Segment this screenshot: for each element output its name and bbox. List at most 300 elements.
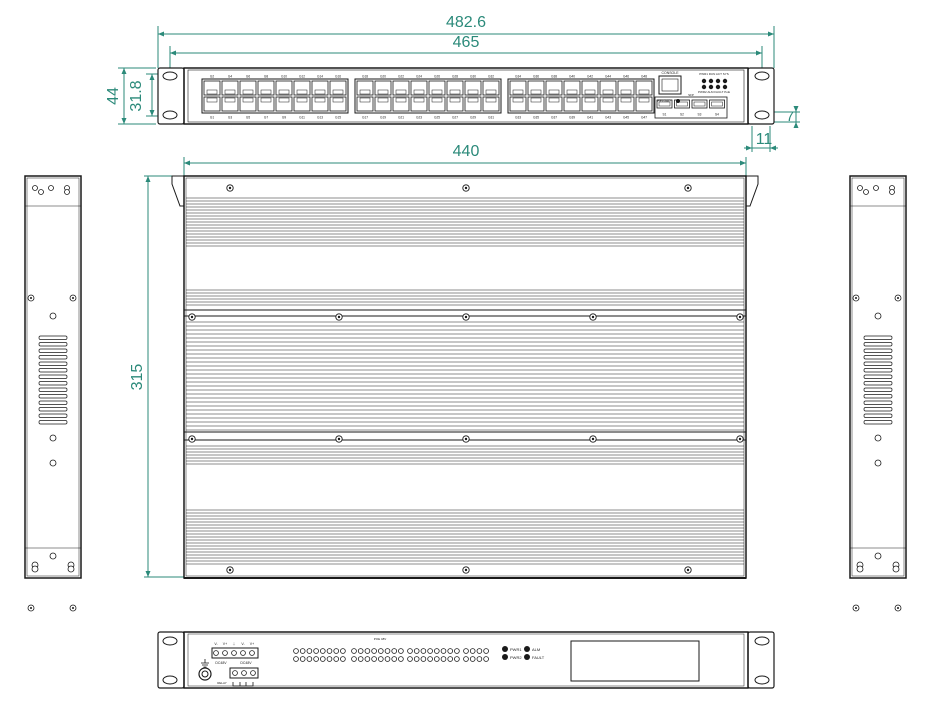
rear-view <box>158 632 774 688</box>
rj45-port <box>258 81 274 95</box>
rj45-port <box>411 97 427 111</box>
rj45-port <box>636 97 652 111</box>
rj45-port <box>222 97 238 111</box>
rj45-port-latch <box>585 98 595 102</box>
rj45-port <box>357 81 373 95</box>
rj45-port <box>294 81 310 95</box>
rj45-port-latch <box>486 98 496 102</box>
port-label-top: G48 <box>640 74 648 79</box>
rear-led <box>524 654 530 660</box>
side-vent-slot <box>39 401 67 405</box>
screw-head <box>465 187 467 189</box>
side-screw-head <box>897 297 899 299</box>
side-vent-slot <box>39 336 67 340</box>
status-led <box>702 85 706 89</box>
mounting-hole <box>755 111 769 119</box>
rear-indicator <box>470 649 475 654</box>
side-screw <box>893 566 899 572</box>
rear-indicator <box>414 657 419 662</box>
rear-indicator <box>385 649 390 654</box>
terminal-label: ⏚ <box>232 642 236 646</box>
screw-head <box>191 438 193 440</box>
terminal-screw <box>241 651 246 656</box>
rear-blank-panel <box>571 641 699 681</box>
dimension-arrowhead <box>746 146 752 151</box>
rj45-port <box>528 81 544 95</box>
rj45-port-latch <box>639 98 649 102</box>
rear-terminal-labels <box>214 641 254 646</box>
rear-indicator <box>341 649 346 654</box>
rear-indicator <box>421 657 426 662</box>
rear-indicator <box>358 649 363 654</box>
rear-indicator <box>365 649 370 654</box>
rj45-port <box>312 81 328 95</box>
port-label-bottom: G33 <box>514 115 522 120</box>
rj45-port-latch <box>468 98 478 102</box>
rj45-port <box>528 97 544 111</box>
rj45-port <box>357 97 373 111</box>
side-vent-slot <box>39 343 67 347</box>
rj45-port-latch <box>603 98 613 102</box>
rear-indicator <box>378 657 383 662</box>
port-label-bottom: G35 <box>532 115 540 120</box>
rj45-port <box>618 81 634 95</box>
rj45-port-latch <box>315 98 325 102</box>
rj45-port <box>618 97 634 111</box>
dimension-arrowhead <box>756 51 762 56</box>
rj45-port-latch <box>225 98 235 102</box>
rear-indicator <box>477 657 482 662</box>
rj45-port-latch <box>432 98 442 102</box>
rj45-port-latch <box>207 90 217 94</box>
terminal-screw <box>223 651 228 656</box>
rj45-port <box>582 81 598 95</box>
rear-indicator <box>372 657 377 662</box>
rear-indicator <box>414 649 419 654</box>
side-screw <box>858 186 863 191</box>
port-label-top: G46 <box>622 74 630 79</box>
sfp-port-label: S3 <box>697 112 702 117</box>
port-label-bottom: G23 <box>415 115 423 120</box>
port-label-bottom: G41 <box>586 115 594 120</box>
rear-indicator <box>448 657 453 662</box>
port-label-bottom: G9 <box>281 115 287 120</box>
side-screw <box>50 313 56 319</box>
rj45-port <box>411 81 427 95</box>
rear-led <box>502 646 508 652</box>
side-vent-slot <box>864 369 892 373</box>
rear-led-label-3: ALM <box>532 647 541 652</box>
dim-depth: 315 <box>129 363 146 391</box>
rear-indicator <box>320 649 325 654</box>
rj45-port <box>330 81 346 95</box>
port-label-bottom: G15 <box>334 115 342 120</box>
mounting-hole <box>755 637 769 645</box>
rear-indicator <box>399 649 404 654</box>
sfp-slot <box>712 102 723 106</box>
sfp-port-label: S2 <box>680 112 684 117</box>
mounting-hole <box>755 72 769 80</box>
dimension-arrowhead <box>158 32 164 37</box>
status-led <box>723 79 727 83</box>
rear-indicator <box>327 657 332 662</box>
rear-indicator <box>392 657 397 662</box>
side-vent-slot <box>39 349 67 353</box>
rj45-port-latch <box>603 90 613 94</box>
status-led-array <box>702 79 727 89</box>
dimension-arrowhead <box>794 106 799 112</box>
rear-indicator <box>434 657 439 662</box>
rear-indicator <box>307 657 312 662</box>
dimension-arrowhead <box>794 122 799 128</box>
rear-power-label-1: DC48V <box>215 661 227 665</box>
side-screw <box>50 435 56 441</box>
rj45-port <box>294 97 310 111</box>
sfp-group-label: SFP <box>688 93 694 97</box>
dim-ear-thickness: 7 <box>786 108 794 124</box>
rear-indicator <box>327 649 332 654</box>
rj45-port <box>204 97 220 111</box>
terminal-label: V+ <box>249 642 255 646</box>
screw-head <box>465 438 467 440</box>
side-screw <box>874 186 879 191</box>
rj45-port-latch <box>261 90 271 94</box>
terminal-screw <box>214 651 219 656</box>
rear-indicator <box>399 657 404 662</box>
side-screw-head <box>72 297 74 299</box>
rj45-port-latch <box>279 90 289 94</box>
rear-indicator <box>341 657 346 662</box>
rj45-port <box>429 97 445 111</box>
side-screw <box>864 190 869 195</box>
rear-indicator <box>372 649 377 654</box>
rear-indicator <box>300 657 305 662</box>
port-label-bottom: G39 <box>568 115 576 120</box>
rj45-port-latch <box>531 98 541 102</box>
screw-head <box>229 187 231 189</box>
side-vent-slot <box>864 408 892 412</box>
rj45-port-latch <box>414 90 424 94</box>
rj45-port-latch <box>243 90 253 94</box>
terminal-screw <box>232 651 237 656</box>
rj45-port <box>222 81 238 95</box>
port-label-bottom: G27 <box>451 115 459 120</box>
rj45-port <box>546 81 562 95</box>
port-label-top: G30 <box>469 74 477 79</box>
rear-led <box>524 646 530 652</box>
rj45-port-latch <box>450 98 460 102</box>
port-label-bottom: G13 <box>316 115 324 120</box>
rear-indicator <box>484 657 489 662</box>
rj45-port-latch <box>396 98 406 102</box>
rj45-port <box>465 97 481 111</box>
port-label-top: G22 <box>397 74 405 79</box>
rj45-port <box>465 81 481 95</box>
rj45-port <box>510 97 526 111</box>
rear-relay-label: RELAY <box>217 681 227 685</box>
terminal-screw <box>233 671 238 676</box>
rear-indicator <box>441 657 446 662</box>
side-screw <box>65 190 70 195</box>
screw-head <box>739 316 741 318</box>
rj45-port <box>240 97 256 111</box>
side-screw <box>890 190 895 195</box>
rj45-port-latch <box>567 90 577 94</box>
port-label-bottom: G29 <box>469 115 477 120</box>
top-view <box>172 176 758 578</box>
rear-indicator <box>421 649 426 654</box>
rj45-port-latch <box>585 90 595 94</box>
side-vent-slot <box>864 362 892 366</box>
terminal-screw <box>250 651 255 656</box>
port-label-top: G20 <box>379 74 387 79</box>
left-side-view <box>25 176 81 578</box>
status-led <box>709 85 713 89</box>
side-vent-slot <box>864 375 892 379</box>
side-vent-slot <box>39 356 67 360</box>
rear-indicator <box>441 649 446 654</box>
terminal-screw <box>251 671 256 676</box>
status-led <box>702 79 706 83</box>
rj45-port <box>258 97 274 111</box>
side-vent-slot <box>864 382 892 386</box>
rear-indicator <box>294 649 299 654</box>
rear-led-label-4: FAULT <box>532 655 545 660</box>
rj45-port-latch <box>549 90 559 94</box>
port-label-top: G26 <box>433 74 441 79</box>
rear-indicator <box>464 649 469 654</box>
dimension-arrowhead <box>740 161 746 166</box>
reload-label: RELOAD <box>657 99 671 103</box>
mounting-hole <box>163 637 177 645</box>
sfp-slot <box>694 102 705 106</box>
mounting-hole <box>163 72 177 80</box>
rj45-port <box>600 97 616 111</box>
rear-indicator <box>365 657 370 662</box>
rear-indicator <box>408 649 413 654</box>
rj45-port <box>393 97 409 111</box>
rj45-port-latch <box>261 98 271 102</box>
dimension-arrowhead <box>122 118 127 124</box>
side-screw <box>50 460 56 466</box>
side-vent-slot <box>39 408 67 412</box>
side-vent-slot <box>39 375 67 379</box>
rj45-port-latch <box>639 90 649 94</box>
rj45-port <box>564 81 580 95</box>
port-label-top: G14 <box>316 74 324 79</box>
side-screw <box>68 566 74 572</box>
rear-indicator <box>314 657 319 662</box>
port-label-bottom: G45 <box>622 115 630 120</box>
screw-head <box>338 438 340 440</box>
port-label-bottom: G19 <box>379 115 387 120</box>
rj45-port-latch <box>414 98 424 102</box>
rj45-port <box>447 97 463 111</box>
side-vent-slot <box>864 421 892 425</box>
side-screw <box>33 186 38 191</box>
side-screw <box>32 566 38 572</box>
dim-overall-width: 482.6 <box>445 14 487 31</box>
port-label-top: G32 <box>487 74 495 79</box>
rear-indicator <box>470 657 475 662</box>
status-led <box>709 79 713 83</box>
port-label-top: G36 <box>532 74 540 79</box>
status-led <box>716 85 720 89</box>
rear-indicator <box>428 649 433 654</box>
rj45-port-latch <box>513 98 523 102</box>
screw-head <box>191 316 193 318</box>
rear-indicator <box>484 649 489 654</box>
side-screw <box>875 460 881 466</box>
port-label-top: G8 <box>263 74 269 79</box>
rear-indicator <box>448 649 453 654</box>
rj45-port-latch <box>207 98 217 102</box>
rear-led-label-2: PWR2 <box>510 655 522 660</box>
ground-icon <box>201 659 209 667</box>
rj45-port <box>483 81 499 95</box>
side-vent-slot <box>39 362 67 366</box>
rj45-port-array <box>204 81 652 111</box>
dimension-arrowhead <box>146 571 151 577</box>
dimension-arrowhead <box>150 74 155 80</box>
dimension-arrowhead <box>184 161 190 166</box>
side-screw <box>875 435 881 441</box>
port-label-bottom: G1 <box>209 115 215 120</box>
terminal-label: V- <box>214 642 218 646</box>
rear-indicator <box>385 657 390 662</box>
side-vent-slot <box>864 343 892 347</box>
rear-indicator <box>352 657 357 662</box>
rj45-port-latch <box>486 90 496 94</box>
screw-head <box>465 569 467 571</box>
screw-head <box>687 187 689 189</box>
port-label-top: G34 <box>514 74 522 79</box>
side-screw-head <box>30 297 32 299</box>
port-label-top: G12 <box>298 74 306 79</box>
side-vent-slot <box>39 395 67 399</box>
mounting-hole <box>755 676 769 684</box>
side-screw <box>49 186 54 191</box>
rj45-port <box>204 81 220 95</box>
side-vent-slot <box>39 414 67 418</box>
side-vent-slot <box>864 401 892 405</box>
rj45-port-latch <box>243 98 253 102</box>
port-label-bottom: G25 <box>433 115 441 120</box>
rj45-port <box>330 97 346 111</box>
rj45-port-latch <box>360 98 370 102</box>
rj45-port <box>600 81 616 95</box>
side-screw-head <box>855 607 857 609</box>
dim-body-height: 31.8 <box>128 80 145 112</box>
port-label-bottom: G7 <box>263 115 269 120</box>
terminal-label: V+ <box>222 642 228 646</box>
port-label-top: G28 <box>451 74 459 79</box>
rear-indicator <box>392 649 397 654</box>
rj45-port <box>240 81 256 95</box>
rear-indicator <box>378 649 383 654</box>
port-label-bottom: G31 <box>487 115 495 120</box>
rj45-port <box>276 97 292 111</box>
screw-head <box>338 316 340 318</box>
port-label-top: G40 <box>568 74 576 79</box>
port-label-bottom: G37 <box>550 115 558 120</box>
rj45-port-latch <box>468 90 478 94</box>
port-label-top: G16 <box>334 74 342 79</box>
rj45-port <box>564 97 580 111</box>
rj45-port <box>582 97 598 111</box>
rj45-port <box>510 81 526 95</box>
rear-indicator <box>300 649 305 654</box>
rear-power-label-2: DC48V <box>240 661 252 665</box>
right-side-view <box>850 176 906 578</box>
rear-indicator <box>294 657 299 662</box>
port-label-top: G44 <box>604 74 612 79</box>
terminal-label: V- <box>241 642 245 646</box>
side-vent-slot <box>39 382 67 386</box>
port-label-bottom: G11 <box>299 115 305 120</box>
screw-head <box>592 316 594 318</box>
dim-hole-pitch: 465 <box>452 34 480 51</box>
port-label-top: G38 <box>550 74 558 79</box>
rj45-port <box>276 81 292 95</box>
rear-indicator <box>464 657 469 662</box>
side-vent-slot <box>864 356 892 360</box>
screw-head <box>229 569 231 571</box>
rj45-port-latch <box>450 90 460 94</box>
rear-indicator <box>434 649 439 654</box>
rj45-port <box>429 81 445 95</box>
side-vent-slot <box>864 349 892 353</box>
rear-indicator <box>477 649 482 654</box>
port-label-bottom: G21 <box>397 115 405 120</box>
rear-indicator <box>408 657 413 662</box>
rj45-port <box>636 81 652 95</box>
port-label-bottom: G5 <box>245 115 251 120</box>
port-label-bottom: G47 <box>640 115 648 120</box>
rj45-port-latch <box>315 90 325 94</box>
side-screw <box>50 553 56 559</box>
rear-indicator <box>334 657 339 662</box>
rear-led-label-1: PWR1 <box>510 647 522 652</box>
dimension-arrowhead <box>150 110 155 116</box>
port-label-bottom: G3 <box>227 115 233 120</box>
rear-indicator <box>352 649 357 654</box>
rear-indicator <box>334 649 339 654</box>
side-vent-slot <box>864 414 892 418</box>
rj45-port-latch <box>396 90 406 94</box>
port-label-top: G6 <box>245 74 251 79</box>
rj45-port-latch <box>333 98 343 102</box>
side-vent-slot <box>864 388 892 392</box>
port-label-top: G4 <box>227 74 233 79</box>
rear-led <box>502 654 508 660</box>
rj45-port <box>375 81 391 95</box>
side-vent-slot <box>864 336 892 340</box>
port-label-bottom: G17 <box>361 115 369 120</box>
rj45-port-latch <box>297 98 307 102</box>
status-labels-bottom: PWR2 ALM FAULT PoE <box>698 90 730 94</box>
port-label-bottom: G43 <box>604 115 612 120</box>
rj45-port-latch <box>531 90 541 94</box>
heatsink-fins <box>184 198 746 564</box>
dimension-arrowhead <box>170 51 176 56</box>
mounting-hole <box>163 111 177 119</box>
rj45-port-latch <box>378 98 388 102</box>
ground-screw <box>199 668 211 680</box>
status-led <box>723 85 727 89</box>
side-screw-head <box>30 607 32 609</box>
side-screw-head <box>72 607 74 609</box>
